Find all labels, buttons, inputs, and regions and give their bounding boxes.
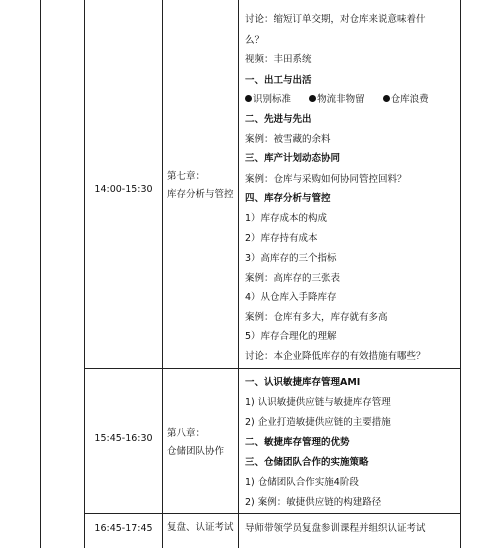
chapter-title: 第八章： xyxy=(167,428,206,439)
table-border-right xyxy=(460,0,461,548)
bullet-text: 物流非物留 xyxy=(317,94,365,105)
chapter-cell xyxy=(163,519,236,537)
chapter-subtitle: 库存分析与管控 xyxy=(167,189,234,200)
section-heading: 三、库产计划动态协同 xyxy=(245,153,341,164)
list-item: 5）库存合理化的理解 xyxy=(245,331,337,342)
list-item: 1) 仓储团队合作实施4阶段 xyxy=(245,477,359,488)
section-heading: 一、出工与出活 xyxy=(245,75,312,86)
chapter-title: 复盘、认证考试 xyxy=(167,522,234,533)
list-item: 案例：高库存的三张表 xyxy=(245,273,341,284)
section-heading: 二、先进与先出 xyxy=(245,114,312,125)
list-item: 1）库存成本的构成 xyxy=(245,213,328,224)
time-cell: 14:00-15:30 xyxy=(94,184,153,195)
chapter-cell xyxy=(163,168,236,204)
list-item: 案例：仓库与采购如何协同管控回料？ xyxy=(245,174,407,185)
list-item: 么？ xyxy=(245,35,265,46)
list-item: 导师带领学员复盘参训课程并组织认证考试 xyxy=(245,523,426,534)
table-border-left xyxy=(40,0,41,548)
table-border-col3 xyxy=(238,0,239,548)
list-item: 讨论：缩短订单交期，对仓库来说意味着什 xyxy=(245,14,426,25)
section-heading: 三、仓储团队合作的实施策略 xyxy=(245,457,369,468)
list-item: 2) 案例：敏捷供应链的构建路径 xyxy=(245,497,382,508)
row-separator-1 xyxy=(84,368,460,369)
bullet-text: 仓库浪费 xyxy=(390,94,429,105)
table-border-col2 xyxy=(162,0,163,548)
section-heading: 二、敏捷库存管理的优势 xyxy=(245,437,350,448)
list-item: 1) 认识敏捷供应链与敏捷库存管理 xyxy=(245,397,391,408)
row-separator-2 xyxy=(84,513,460,514)
bullet-dot-icon xyxy=(309,95,316,102)
chapter-cell xyxy=(163,425,236,461)
time-cell: 15:45-16:30 xyxy=(94,433,153,444)
time-cell: 16:45-17:45 xyxy=(94,523,153,534)
chapter-title: 第七章： xyxy=(167,171,206,182)
bullet-dot-icon xyxy=(245,95,252,102)
table-border-col1 xyxy=(84,0,85,548)
bullet-text: 识别标准 xyxy=(253,94,292,105)
list-item: 4）从仓库入手降库存 xyxy=(245,292,337,303)
list-item: 2) 企业打造敏捷供应链的主要措施 xyxy=(245,417,391,428)
list-item: 视频：丰田系统 xyxy=(245,54,312,65)
bullet-line xyxy=(245,94,429,106)
chapter-subtitle: 仓储团队协作 xyxy=(167,446,225,457)
list-item: 3）高库存的三个指标 xyxy=(245,253,337,264)
list-item: 讨论：本企业降低库存的有效措施有哪些？ xyxy=(245,351,426,362)
section-heading: 四、库存分析与管控 xyxy=(245,193,331,204)
list-item: 案例：仓库有多大，库存就有多高 xyxy=(245,312,388,323)
section-heading: 一、认识敏捷库存管理AMI xyxy=(245,377,361,388)
list-item: 2）库存持有成本 xyxy=(245,233,318,244)
bullet-dot-icon xyxy=(383,95,390,102)
list-item: 案例：被雪藏的余料 xyxy=(245,134,331,145)
